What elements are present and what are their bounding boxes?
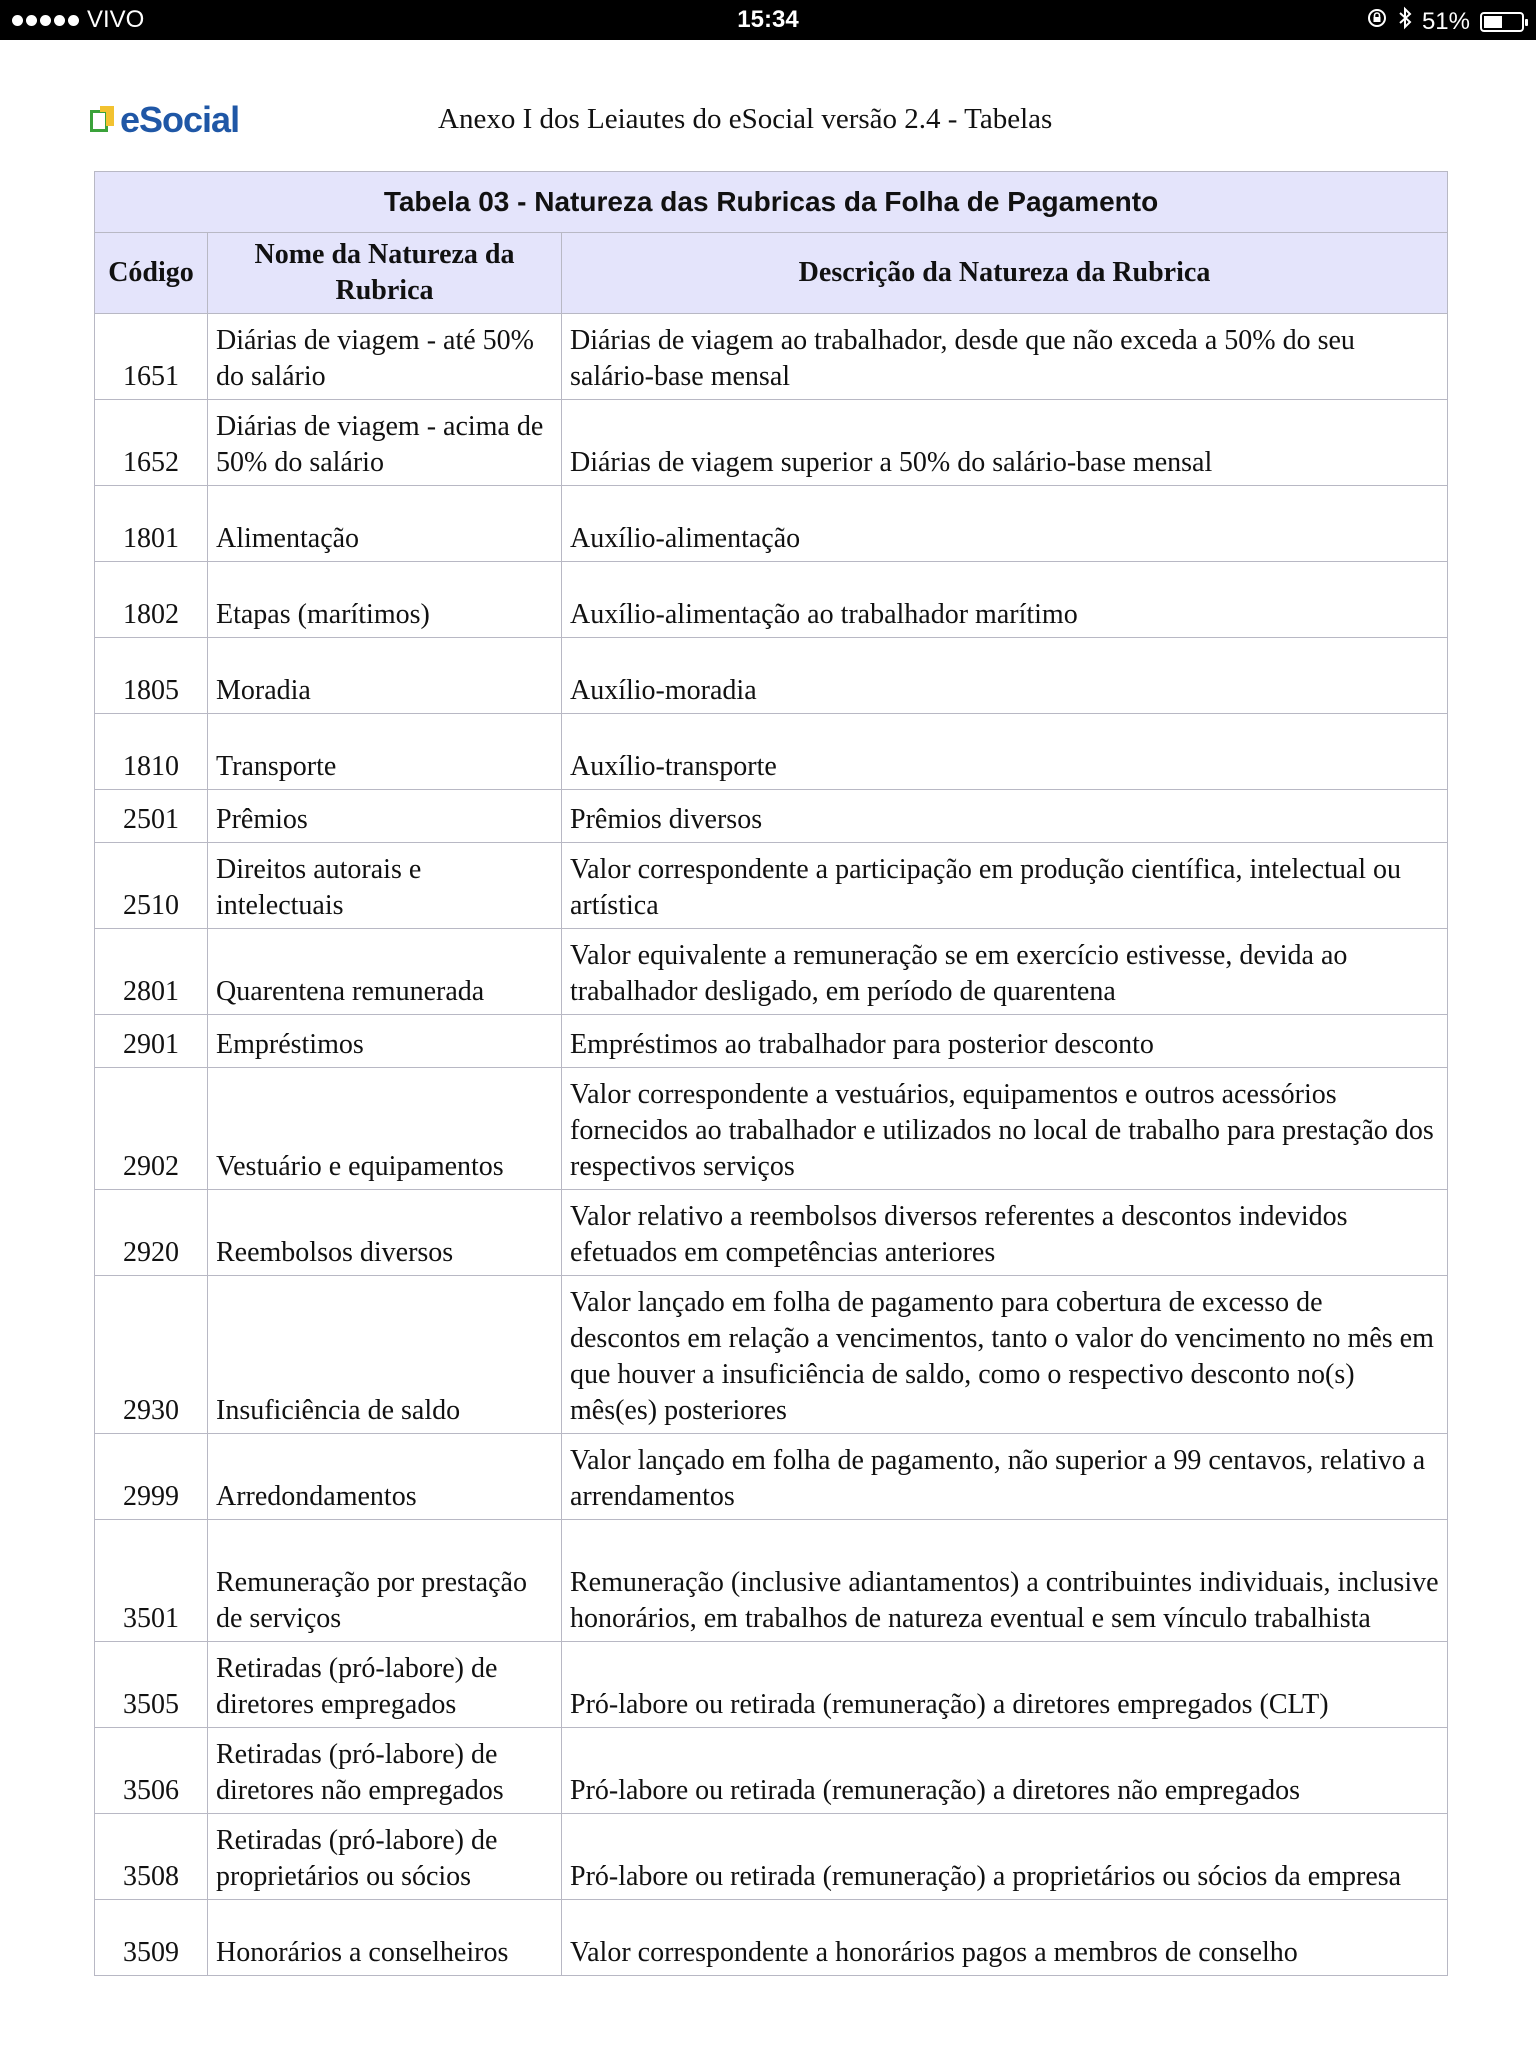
table-row [95,929,1448,1015]
row-name: Retiradas (pró-labore) de proprietários ou sócios [208,1814,562,1900]
row-name: Diárias de viagem - acima de 50% do salário [208,400,562,486]
row-code: 2902 [95,1068,208,1190]
row-name: Moradia [208,638,562,714]
rubricas-table-container [94,171,1447,1976]
row-description: Diárias de viagem superior a 50% do salário-base mensal [562,400,1448,486]
battery-icon [1480,12,1524,32]
row-description: Valor correspondente a vestuários, equipamentos e outros acessórios fornecidos ao trabalhador e utilizados no local de trabalho para prestação dos respectivos serviços [562,1068,1448,1190]
row-description: Valor relativo a reembolsos diversos referentes a descontos indevidos efetuados em competências anteriores [562,1190,1448,1276]
table-row [95,1434,1448,1520]
row-description: Prêmios diversos [562,790,1448,843]
row-name: Vestuário e equipamentos [208,1068,562,1190]
row-code: 2920 [95,1190,208,1276]
status-right [1366,6,1524,37]
row-description: Auxílio-moradia [562,638,1448,714]
row-description: Diárias de viagem ao trabalhador, desde que não exceda a 50% do seu salário-base mensal [562,314,1448,400]
row-description: Pró-labore ou retirada (remuneração) a diretores empregados (CLT) [562,1642,1448,1728]
row-description: Remuneração (inclusive adiantamentos) a contribuintes individuais, inclusive honorários, em trabalhos de natureza eventual e sem vínculo trabalhista [562,1520,1448,1642]
column-header-code: Código [95,233,208,314]
table-row [95,486,1448,562]
column-header-name: Nome da Natureza da Rubrica [208,233,562,314]
row-description: Valor lançado em folha de pagamento, não superior a 99 centavos, relativo a arrendamentos [562,1434,1448,1520]
row-code: 3505 [95,1642,208,1728]
row-description: Pró-labore ou retirada (remuneração) a diretores não empregados [562,1728,1448,1814]
table-row [95,314,1448,400]
row-name: Remuneração por prestação de serviços [208,1520,562,1642]
row-name: Honorários a conselheiros [208,1900,562,1976]
table-row [95,638,1448,714]
row-code: 2999 [95,1434,208,1520]
row-code: 2930 [95,1276,208,1434]
table-row [95,1276,1448,1434]
table-row [95,1190,1448,1276]
row-name: Alimentação [208,486,562,562]
logo-text: eSocial [120,99,240,140]
row-code: 2510 [95,843,208,929]
row-code: 3508 [95,1814,208,1900]
row-code: 1805 [95,638,208,714]
row-name: Diárias de viagem - até 50% do salário [208,314,562,400]
table-row [95,1015,1448,1068]
table-row [95,562,1448,638]
rotation-lock-icon [1366,7,1388,36]
row-description: Valor correspondente a participação em produção científica, intelectual ou artística [562,843,1448,929]
row-name: Retiradas (pró-labore) de diretores não empregados [208,1728,562,1814]
row-name: Reembolsos diversos [208,1190,562,1276]
row-name: Etapas (marítimos) [208,562,562,638]
table-row [95,1520,1448,1642]
row-name: Transporte [208,714,562,790]
column-header-description: Descrição da Natureza da Rubrica [562,233,1448,314]
table-row [95,843,1448,929]
row-description: Pró-labore ou retirada (remuneração) a proprietários ou sócios da empresa [562,1814,1448,1900]
row-code: 1652 [95,400,208,486]
table-row [95,714,1448,790]
row-code: 1801 [95,486,208,562]
row-description: Valor lançado em folha de pagamento para cobertura de excesso de descontos em relação a vencimentos, tanto o valor do vencimento no mês em que houver a insuficiência de saldo, como o respectivo desconto no(s) mês(es) posteriores [562,1276,1448,1434]
row-name: Insuficiência de saldo [208,1276,562,1434]
row-name: Quarentena remunerada [208,929,562,1015]
table-row [95,1728,1448,1814]
carrier-name: VIVO [87,6,145,33]
table-title: Tabela 03 - Natureza das Rubricas da Folha de Pagamento [95,172,1448,233]
table-row [95,1814,1448,1900]
row-name: Arredondamentos [208,1434,562,1520]
row-code: 1810 [95,714,208,790]
battery-level [1484,16,1502,28]
table-row [95,1642,1448,1728]
table-row [95,1900,1448,1976]
rubricas-table [94,171,1448,1976]
table-row [95,790,1448,843]
row-code: 2901 [95,1015,208,1068]
status-time: 15:34 [737,6,799,33]
row-description: Auxílio-transporte [562,714,1448,790]
table-row [95,1068,1448,1190]
battery-percent: 51% [1421,7,1470,35]
row-code: 3501 [95,1520,208,1642]
status-bar [0,0,1536,40]
bluetooth-icon [1398,6,1412,37]
row-description: Valor equivalente a remuneração se em exercício estivesse, devida ao trabalhador desligado, em período de quarentena [562,929,1448,1015]
row-code: 3506 [95,1728,208,1814]
row-code: 2801 [95,929,208,1015]
row-description: Valor correspondente a honorários pagos a membros de conselho [562,1900,1448,1976]
row-code: 3509 [95,1900,208,1976]
table-row [95,400,1448,486]
row-name: Empréstimos [208,1015,562,1068]
row-description: Auxílio-alimentação [562,486,1448,562]
row-description: Empréstimos ao trabalhador para posterior desconto [562,1015,1448,1068]
esocial-logo-icon [88,104,118,136]
esocial-logo [88,99,239,141]
row-name: Direitos autorais e intelectuais [208,843,562,929]
row-code: 1651 [95,314,208,400]
document-header [0,95,1536,151]
row-code: 2501 [95,790,208,843]
row-name: Prêmios [208,790,562,843]
row-code: 1802 [95,562,208,638]
row-description: Auxílio-alimentação ao trabalhador marítimo [562,562,1448,638]
document-title: Anexo I dos Leiautes do eSocial versão 2.4 - Tabelas [438,103,1053,135]
table-body [95,314,1448,1976]
row-name: Retiradas (pró-labore) de diretores empregados [208,1642,562,1728]
